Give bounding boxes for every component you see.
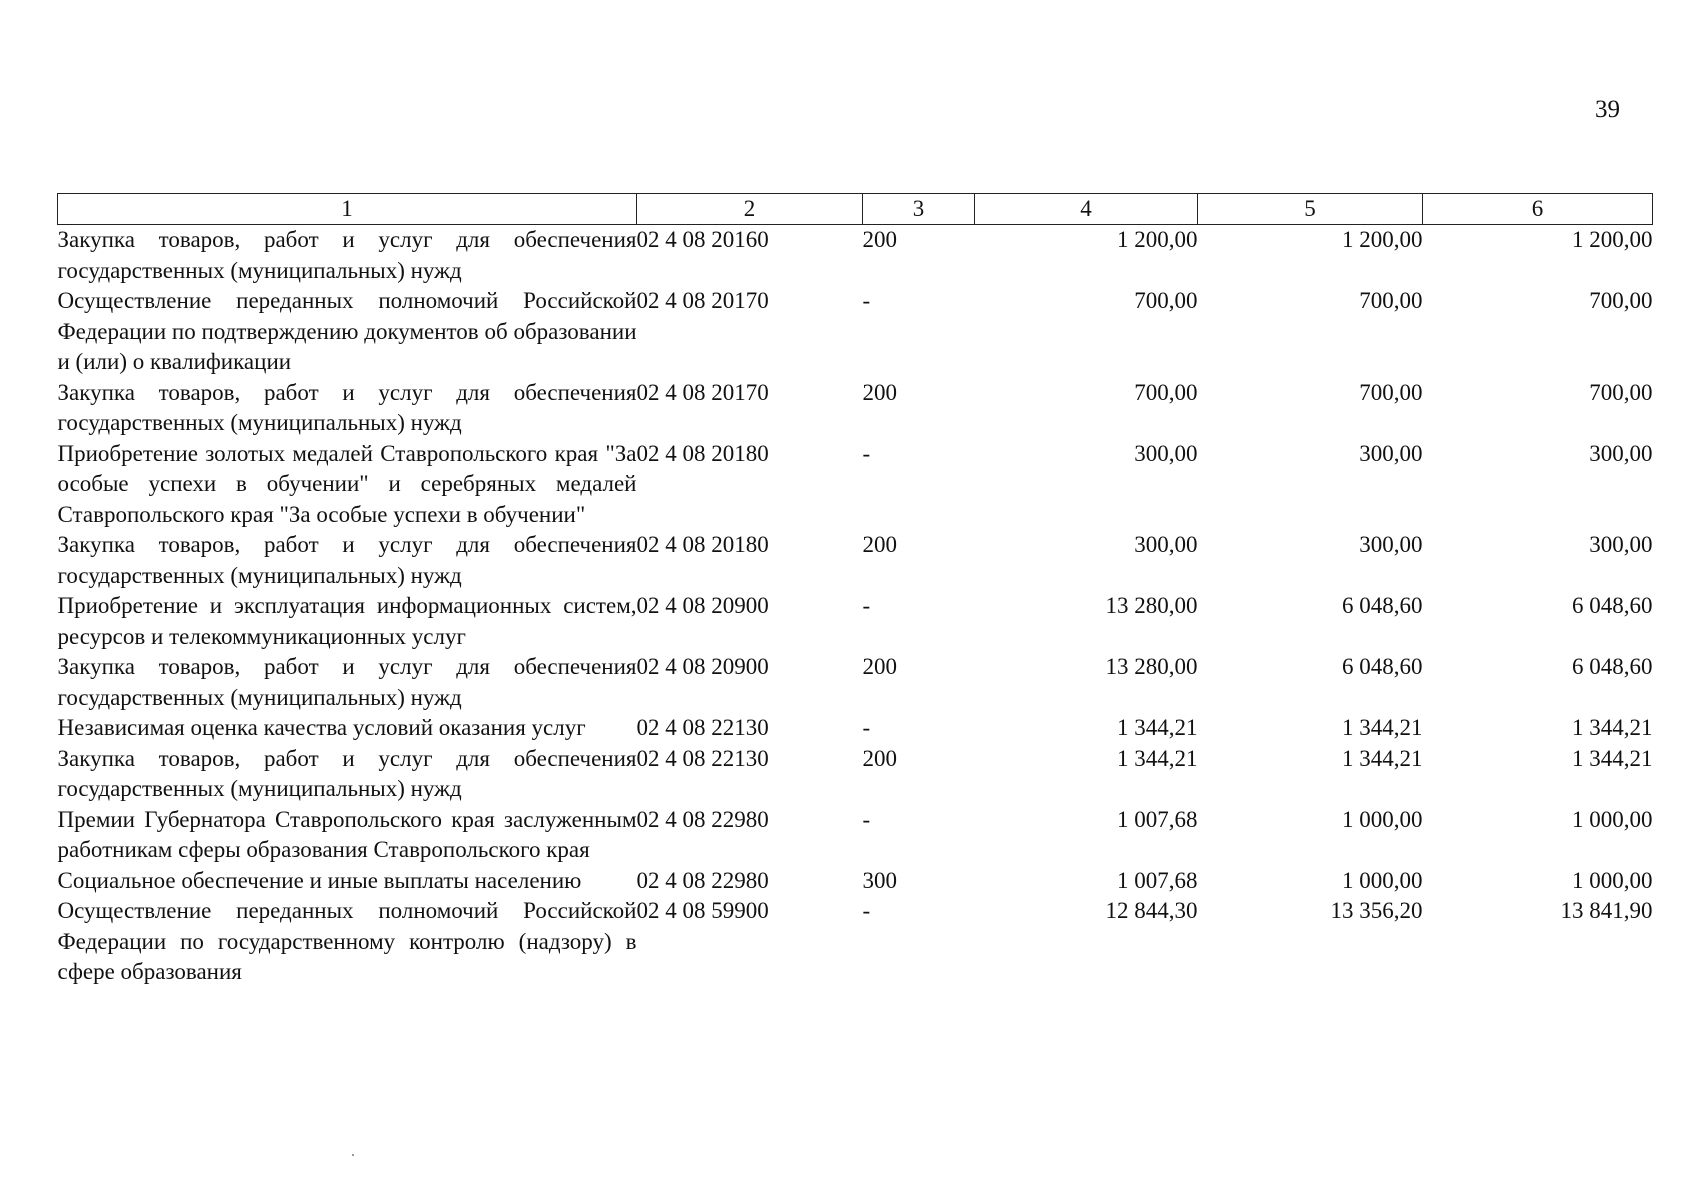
row-value-5: 1 000,00 [1342,867,1423,893]
row-value-4: 12 844,30 [1105,898,1198,923]
row-type: 200 [862,654,897,679]
row-name [58,805,637,866]
row-type: 200 [862,532,897,557]
row-name-text: Приобретение и эксплуатация информационных систем, ресурсов и телекоммуникационных услуг [57,593,637,649]
row-value-4: 1 344,21 [1117,715,1198,740]
row-name-text: Приобретение золотых медалей Ставропольского края "За особые успехи в обучении" и серебряных медалей Ставропольского края "За особые успехи в обучении" [57,440,637,527]
row-name-text: Премии Губернатора Ставропольского края заслуженным работникам сферы образования Ставропольского края [57,806,637,862]
row-value-6: 13 841,90 [1560,898,1653,923]
row-code: 02 4 08 20900 [636,593,769,618]
row-value-4: 300,00 [1134,532,1198,557]
row-value-6: 1 344,21 [1572,715,1653,740]
col-header-3: 3 [863,194,975,225]
row-value-5: 1 344,21 [1342,715,1423,740]
table-row [58,866,1653,897]
row-code: 02 4 08 22980 [636,867,769,893]
row-value-6: 300,00 [1589,532,1653,557]
row-code: 02 4 08 20900 [636,654,769,679]
row-name-text: Закупка товаров, работ и услуг для обеспечения государственных (муниципальных) нужд [57,227,637,283]
row-type: 200 [862,227,897,252]
row-value-6: 700,00 [1589,379,1653,405]
row-value-6: 300,00 [1589,440,1653,466]
row-name-text: Закупка товаров, работ и услуг для обеспечения государственных (муниципальных) нужд [57,654,637,710]
row-value-4: 13 280,00 [1105,593,1198,618]
row-name [58,866,637,897]
row-name-text: Независимая оценка качества условий оказания услуг [57,715,586,740]
table-row [58,378,1653,439]
table-row [58,439,1653,531]
row-type: - [862,898,871,923]
row-name-text: Закупка товаров, работ и услуг для обеспечения государственных (муниципальных) нужд [57,532,637,588]
row-code: 02 4 08 22130 [636,715,769,740]
row-name-text: Осуществление переданных полномочий Российской Федерации по государственному контролю (надзору) в сфере образования [57,898,637,984]
row-name [58,286,637,378]
row-code: 02 4 08 20170 [636,288,769,313]
row-value-5: 300,00 [1359,440,1423,466]
row-name-text: Осуществление переданных полномочий Российской Федерации по подтверждению документов об образовании и (или) о квалификации [57,288,637,374]
row-code: 02 4 08 59900 [636,898,769,923]
row-name-text: Закупка товаров, работ и услуг для обеспечения государственных (муниципальных) нужд [57,379,637,435]
row-value-6: 1 000,00 [1572,806,1653,832]
col-header-1: 1 [58,194,637,225]
table-row [58,713,1653,744]
header-row [58,194,1653,225]
row-name-text: Закупка товаров, работ и услуг для обеспечения государственных (муниципальных) нужд [57,745,637,801]
col-header-2: 2 [637,194,863,225]
row-value-6: 6 048,60 [1572,654,1653,679]
row-value-5: 6 048,60 [1342,593,1423,618]
page-number: 39 [1595,96,1620,123]
row-code: 02 4 08 20170 [636,379,769,405]
row-code: 02 4 08 20160 [636,227,769,252]
row-value-4: 13 280,00 [1105,654,1198,679]
row-value-5: 700,00 [1359,288,1423,313]
row-value-5: 1 344,21 [1342,745,1423,771]
table-row [58,652,1653,713]
row-type: - [862,593,871,618]
row-name [58,713,637,744]
row-type: 300 [862,867,897,893]
table-row [58,896,1653,988]
col-header-5: 5 [1198,194,1423,225]
row-value-6: 1 200,00 [1572,227,1653,252]
row-name [58,225,637,287]
row-value-4: 700,00 [1134,379,1198,405]
row-name [58,530,637,591]
row-name [58,591,637,652]
scan-speck [352,1154,354,1156]
row-value-4: 1 007,68 [1117,867,1198,893]
row-value-5: 13 356,20 [1330,898,1423,923]
row-value-5: 1 200,00 [1342,227,1423,252]
row-value-4: 1 344,21 [1117,745,1198,771]
table-row [58,286,1653,378]
row-type: 200 [862,745,897,771]
row-name-text: Социальное обеспечение и иные выплаты населению [57,867,582,893]
row-value-4: 300,00 [1134,440,1198,466]
row-value-5: 300,00 [1359,532,1423,557]
row-type: - [862,715,871,740]
row-name [58,378,637,439]
row-value-4: 1 007,68 [1117,806,1198,832]
table-row [58,591,1653,652]
table-row [58,225,1653,287]
row-value-6: 1 000,00 [1572,867,1653,893]
row-value-6: 6 048,60 [1572,593,1653,618]
row-code: 02 4 08 20180 [636,440,769,466]
row-value-4: 700,00 [1134,288,1198,313]
row-name [58,439,637,531]
row-type: - [862,806,871,832]
table-row [58,530,1653,591]
row-code: 02 4 08 20180 [636,532,769,557]
col-header-4: 4 [975,194,1198,225]
row-value-6: 700,00 [1589,288,1653,313]
row-type: - [862,440,871,466]
row-value-6: 1 344,21 [1572,745,1653,771]
budget-table [57,193,1653,988]
table-row [58,805,1653,866]
row-value-4: 1 200,00 [1117,227,1198,252]
row-value-5: 700,00 [1359,379,1423,405]
row-name [58,896,637,988]
row-value-5: 1 000,00 [1342,806,1423,832]
row-type: - [862,288,871,313]
row-value-5: 6 048,60 [1342,654,1423,679]
table-row [58,744,1653,805]
row-code: 02 4 08 22980 [636,806,769,832]
row-name [58,744,637,805]
row-type: 200 [862,379,897,405]
col-header-6: 6 [1423,194,1653,225]
row-name [58,652,637,713]
row-code: 02 4 08 22130 [636,745,769,771]
